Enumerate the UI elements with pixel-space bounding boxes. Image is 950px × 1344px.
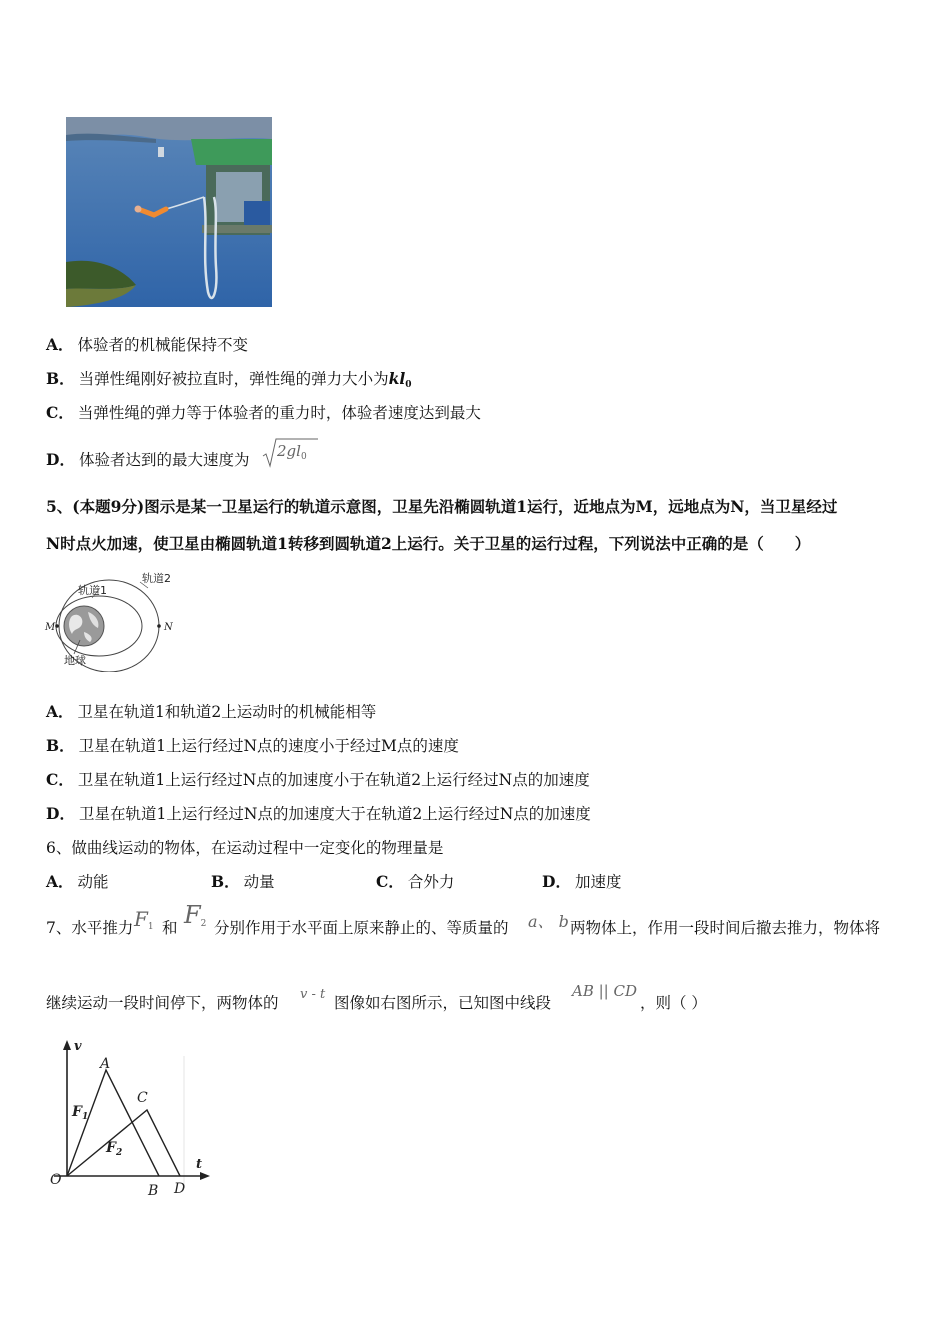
label-t: t [196,1157,203,1172]
option-label: D． [46,450,75,469]
q7-text-1: 7、水平推力 [46,919,134,937]
q7-text-4: 两物体上，作用一段时间后撤去推力，物体将 [570,919,881,937]
q6-option-c[interactable] [376,871,454,893]
label-orbit-2: 轨道2 [142,572,171,585]
option-text: 卫星在轨道1上运行经过N点的速度小于经过M点的速度 [78,737,459,755]
q5-option-d[interactable] [46,803,591,825]
math-f2: $F_2$ [184,901,207,929]
math-kl: kl [388,369,406,388]
option-text: 合外力 [407,873,455,891]
q5-points: (本题9分) [72,497,145,516]
point-n [157,624,161,628]
q4-option-d[interactable] [46,449,249,471]
sqrt-2gl0 [262,436,322,470]
option-text: 卫星在轨道1上运行经过N点的加速度小于在轨道2上运行经过N点的加速度 [77,771,590,789]
option-label: C． [46,770,74,789]
t-axis-arrow-icon [200,1172,210,1180]
option-label: C． [376,872,404,891]
q5-option-a[interactable] [46,701,376,723]
q7-text-5: 继续运动一段时间停下，两物体的 [46,994,279,1012]
q5-option-c[interactable] [46,769,590,791]
option-text: 体验者达到的最大速度为 [78,451,250,469]
option-text: 卫星在轨道1和轨道2上运动时的机械能相等 [77,703,377,721]
option-label: A． [46,702,74,721]
label-o: O [50,1172,62,1188]
label-a: A [100,1056,111,1072]
option-text: 卫星在轨道1上运行经过N点的加速度大于在轨道2上运行经过N点的加速度 [78,805,591,823]
q6-option-a[interactable] [46,871,109,893]
option-label: D． [46,804,75,823]
option-text: 当弹性绳刚好被拉直时，弹性绳的弹力大小为 [78,370,389,388]
q4-option-c[interactable] [46,402,481,424]
label-orbit-1: 轨道1 [78,584,107,597]
q7-text-3: 分别作用于水平面上原来静止的、等质量的 [214,919,509,937]
label-b: B [148,1183,159,1199]
q5-line2: N时点火加速，使卫星由椭圆轨道1转移到圆轨道2上运行。关于卫星的运行过程，下列说法中正确的是（ ） [46,534,811,553]
label-d: D [174,1181,186,1197]
q5-line1: 图示是某一卫星运行的轨道示意图，卫星先沿椭圆轨道1运行，近地点为M，远地点为N，当卫星经过 [144,497,838,516]
option-text: 体验者的机械能保持不变 [77,336,249,354]
q6-stem: 6、做曲线运动的物体，在运动过程中一定变化的物理量是 [46,839,444,857]
orbit-diagram [44,568,180,672]
option-text: 加速度 [574,873,622,891]
label-f1: $F_1$ [72,1104,89,1122]
label-n: N [164,622,173,633]
line-f1-oab [67,1070,159,1176]
option-label: B． [211,872,240,891]
q5-stem-line2 [46,533,810,555]
math-ab: a、 b [528,912,569,931]
label-c: C [137,1090,148,1106]
math-sub: 0 [405,380,412,390]
q6-option-b[interactable] [211,871,275,893]
label-m: M [45,622,56,633]
q7-text-2: 和 [162,919,178,937]
q5-number: 5、 [46,497,73,516]
bungee-photo [66,117,272,307]
option-label: B． [46,369,75,388]
q7-text-6: 图像如右图所示，已知图中线段 [334,994,552,1012]
sqrt-content: $2gl_0$ [277,442,307,462]
math-vt: v - t [300,987,326,1002]
option-text: 动量 [243,873,275,891]
option-label: A． [46,335,74,354]
vt-graph [44,1036,216,1200]
option-label: D． [542,872,571,891]
option-label: C． [46,403,74,422]
q5-option-b[interactable] [46,735,459,757]
math-ab-parallel-cd: AB || CD [572,982,638,1000]
q7-text-7: ，则（ ） [640,994,707,1012]
q4-option-b[interactable] [46,368,412,396]
q4-option-a[interactable] [46,334,248,356]
option-label: B． [46,736,75,755]
v-axis-arrow-icon [63,1040,71,1050]
label-earth: 地球 [64,654,86,667]
label-f2: $F_2$ [106,1140,123,1158]
q6-option-d[interactable] [542,871,621,893]
option-text: 当弹性绳的弹力等于体验者的重力时，体验者速度达到最大 [77,404,481,422]
q5-stem-line1 [46,496,837,518]
math-f1: $F_1$ [134,907,154,932]
option-text: 动能 [77,873,109,891]
option-label: A． [46,872,74,891]
point-m [55,624,59,628]
label-v: v [74,1039,82,1054]
